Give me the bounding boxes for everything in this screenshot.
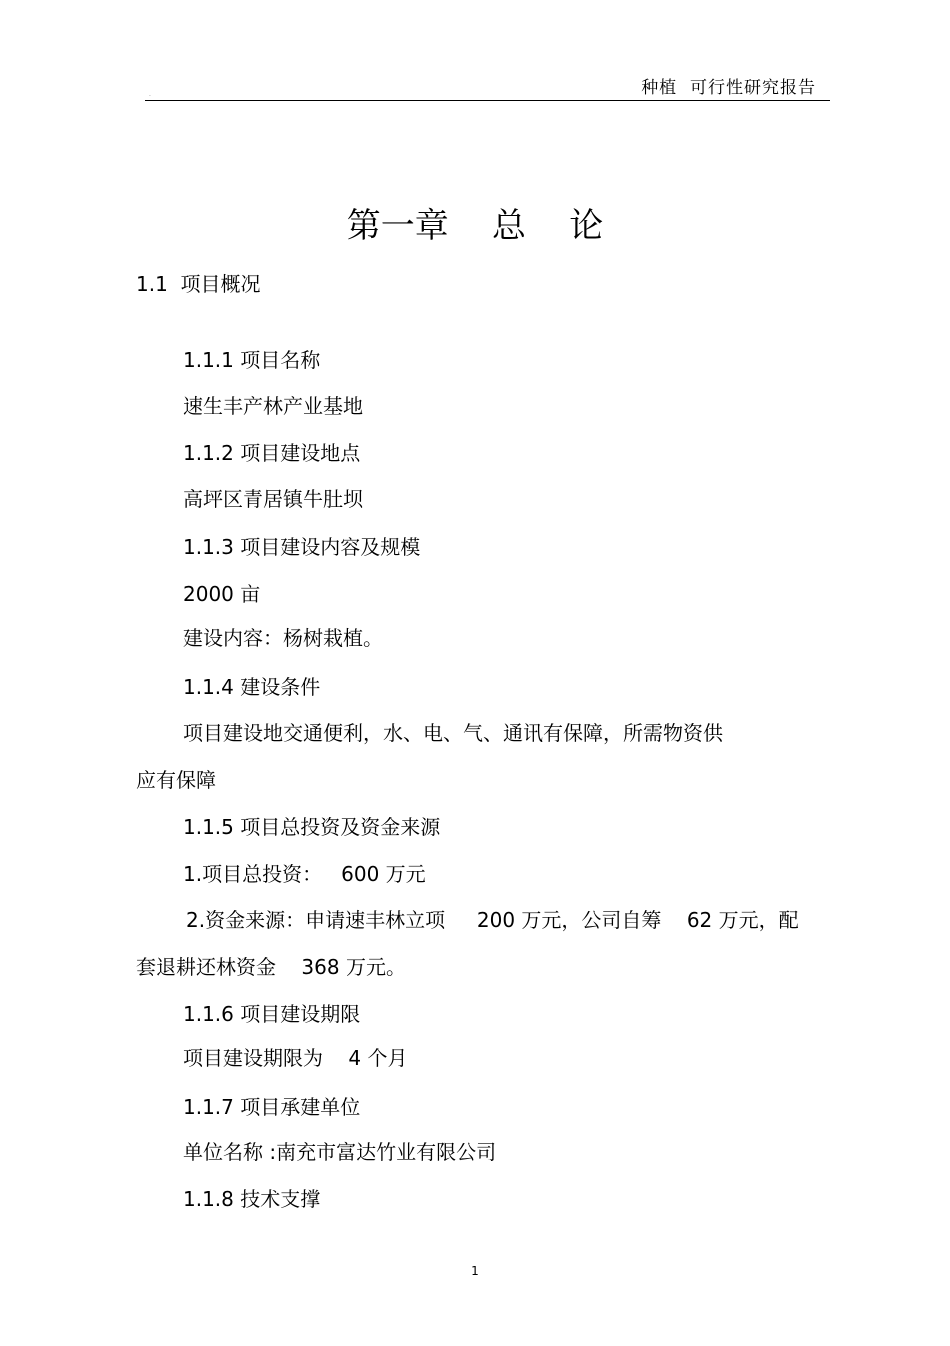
page-header <box>145 72 830 101</box>
paragraph: 高坪区青居镇牛肚坝 <box>183 487 363 511</box>
section-heading: 1.1 项目概况 <box>136 272 261 296</box>
subsection-heading: 1.1.4 建设条件 <box>183 675 321 699</box>
paragraph: 2000 亩 <box>183 582 261 606</box>
subsection-heading: 1.1.2 项目建设地点 <box>183 441 361 465</box>
page-number: 1 <box>471 1264 479 1278</box>
subsection-heading: 1.1.3 项目建设内容及规模 <box>183 535 421 559</box>
subsection-heading: 1.1.6 项目建设期限 <box>183 1002 361 1026</box>
paragraph: 2.资金来源：申请速丰林立项 200 万元，公司自筹 62 万元，配 <box>186 908 799 932</box>
subsection-heading: 1.1.5 项目总投资及资金来源 <box>183 815 441 839</box>
header-mark: . <box>149 91 151 98</box>
chapter-title: 第一章 总 论 <box>346 206 604 246</box>
paragraph: 1.项目总投资： 600 万元 <box>183 862 426 886</box>
subsection-heading: 1.1.8 技术支撑 <box>183 1187 321 1211</box>
paragraph: 项目建设期限为 4 个月 <box>183 1046 408 1070</box>
paragraph: 速生丰产林产业基地 <box>183 394 363 418</box>
paragraph: 建设内容：杨树栽植。 <box>183 626 383 650</box>
header-title: 种植 可行性研究报告 <box>641 78 816 98</box>
paragraph: 单位名称 :南充市富达竹业有限公司 <box>183 1140 497 1164</box>
paragraph-continued: 套退耕还林资金 368 万元。 <box>136 955 406 979</box>
paragraph-continued: 应有保障 <box>136 768 216 792</box>
subsection-heading: 1.1.7 项目承建单位 <box>183 1095 361 1119</box>
subsection-heading: 1.1.1 项目名称 <box>183 348 321 372</box>
paragraph: 项目建设地交通便利，水、电、气、通讯有保障，所需物资供 <box>183 721 723 745</box>
